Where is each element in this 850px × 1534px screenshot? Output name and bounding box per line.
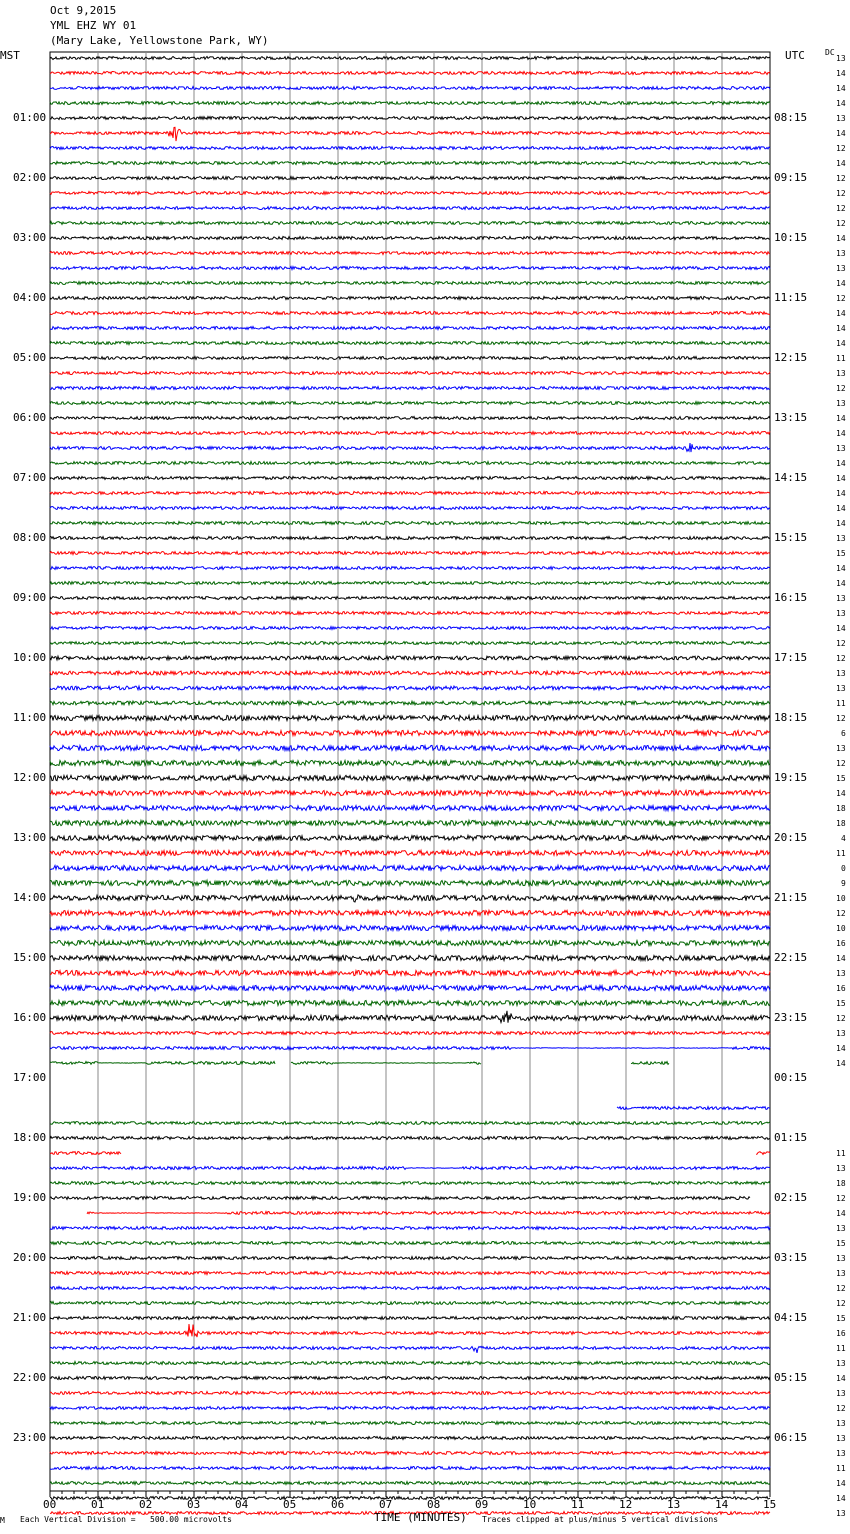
trace-row <box>50 895 770 902</box>
dc-offset-value: 13 <box>836 1419 846 1428</box>
dc-offset-value: 14 <box>836 339 846 348</box>
trace-row <box>50 147 770 150</box>
trace-row <box>50 715 770 720</box>
x-tick-label: 06 <box>331 1498 345 1511</box>
trace-row <box>50 1011 770 1023</box>
trace-row <box>50 701 770 705</box>
left-hour-label: 09:00 <box>13 591 47 604</box>
x-tick-label: 02 <box>139 1498 153 1511</box>
trace-row <box>50 1257 770 1260</box>
x-tick-label: 12 <box>619 1498 633 1511</box>
trace-row <box>50 1242 770 1245</box>
trace-row <box>50 327 770 330</box>
left-hour-label: 04:00 <box>13 291 47 304</box>
trace-row <box>50 342 770 345</box>
trace-row <box>50 177 770 180</box>
dc-offset-value: 12 <box>836 144 846 153</box>
left-hour-label: 07:00 <box>13 471 47 484</box>
left-timezone-label: MST <box>0 49 20 62</box>
trace-row <box>50 790 770 795</box>
trace-row <box>50 1062 669 1065</box>
dc-offset-value: 13 <box>836 669 846 678</box>
dc-offset-value: 13 <box>836 1269 846 1278</box>
left-hour-label: 12:00 <box>13 771 47 784</box>
dc-offset-value: 12 <box>836 1299 846 1308</box>
dc-offset-value: 14 <box>836 279 846 288</box>
trace-row <box>50 1122 770 1125</box>
dc-offset-value: 13 <box>836 1359 846 1368</box>
trace-row <box>50 805 770 810</box>
dc-offset-value: 15 <box>836 1314 846 1323</box>
dc-offset-value: 12 <box>836 204 846 213</box>
trace-row <box>50 72 770 75</box>
dc-offset-value: 12 <box>836 1194 846 1203</box>
trace-row <box>50 552 770 555</box>
left-hour-label: 15:00 <box>13 951 47 964</box>
dc-offset-value: 11 <box>836 1149 846 1158</box>
dc-offset-value: 14 <box>836 324 846 333</box>
dc-offset-value: 15 <box>836 1239 846 1248</box>
dc-offset-value: 14 <box>836 459 846 468</box>
dc-offset-value: 13 <box>836 1389 846 1398</box>
dc-offset-value: 16 <box>836 1329 846 1338</box>
dc-offset-value: 13 <box>836 369 846 378</box>
dc-offset-value: 15 <box>836 999 846 1008</box>
dc-offset-value: 11 <box>836 1344 846 1353</box>
x-axis-label: TIME (MINUTES) <box>374 1511 467 1524</box>
dc-offset-value: 12 <box>836 1404 846 1413</box>
right-hour-label: 20:15 <box>774 831 808 844</box>
left-hour-label: 03:00 <box>13 231 47 244</box>
dc-offset-value: 11 <box>836 1464 846 1473</box>
x-tick-label: 04 <box>235 1498 249 1511</box>
trace-row <box>50 1392 770 1395</box>
right-hour-label: 23:15 <box>774 1011 808 1024</box>
dc-offset-value: 13 <box>836 594 846 603</box>
x-tick-label: 01 <box>91 1498 105 1511</box>
x-tick-label: 07 <box>379 1498 393 1511</box>
trace-row <box>50 1182 770 1185</box>
trace-row <box>50 1422 770 1425</box>
dc-offset-value: 14 <box>836 414 846 423</box>
left-hour-label: 17:00 <box>13 1071 47 1084</box>
trace-row <box>50 642 770 645</box>
dc-offset-value: 14 <box>836 1374 846 1383</box>
dc-offset-value: 14 <box>836 69 846 78</box>
dc-offset-value: 14 <box>836 429 846 438</box>
trace-row <box>50 443 770 452</box>
left-hour-label: 16:00 <box>13 1011 47 1024</box>
trace-row <box>50 537 770 540</box>
trace-row <box>50 1032 770 1035</box>
right-hour-label: 03:15 <box>774 1251 808 1264</box>
scale-note: Each Vertical Division = 500.00 microvolts <box>20 1515 232 1524</box>
left-hour-label: 08:00 <box>13 531 47 544</box>
x-tick-label: 08 <box>427 1498 441 1511</box>
right-hour-label: 01:15 <box>774 1131 808 1144</box>
trace-row <box>50 127 770 141</box>
right-hour-label: 13:15 <box>774 411 808 424</box>
x-tick-label: 15 <box>763 1498 777 1511</box>
trace-row <box>50 880 770 885</box>
right-hour-label: 22:15 <box>774 951 808 964</box>
trace-row <box>50 1272 770 1275</box>
dc-offset-value: 9 <box>841 879 846 888</box>
dc-offset-value: 13 <box>836 1164 846 1173</box>
trace-row <box>50 102 770 105</box>
dc-offset-value: 13 <box>836 1029 846 1038</box>
dc-offset-value: 14 <box>836 954 846 963</box>
dc-offset-value: 13 <box>836 249 846 258</box>
trace-row <box>50 850 770 855</box>
trace-row <box>50 372 770 375</box>
dc-offset-value: 12 <box>836 714 846 723</box>
right-hour-label: 21:15 <box>774 891 808 904</box>
x-tick-label: 10 <box>523 1498 537 1511</box>
dc-offset-value: 14 <box>836 309 846 318</box>
trace-row <box>50 1452 770 1455</box>
left-hour-label: 19:00 <box>13 1191 47 1204</box>
x-tick-label: 03 <box>187 1498 201 1511</box>
trace-row <box>50 1000 770 1005</box>
x-tick-label: 14 <box>715 1498 729 1511</box>
right-hour-label: 17:15 <box>774 651 808 664</box>
dc-offset-value: 14 <box>836 489 846 498</box>
trace-row <box>50 1167 770 1170</box>
station-location: (Mary Lake, Yellowstone Park, WY) <box>50 34 269 47</box>
trace-row <box>50 492 770 495</box>
trace-row <box>50 730 770 735</box>
dc-offset-value: 12 <box>836 654 846 663</box>
trace-row <box>50 462 770 465</box>
dc-offset-value: 14 <box>836 1479 846 1488</box>
x-tick-label: 13 <box>667 1498 681 1511</box>
dc-offset-value: 14 <box>836 1494 846 1503</box>
trace-row <box>50 402 770 405</box>
trace-row <box>50 207 770 210</box>
trace-row <box>50 925 770 930</box>
dc-offset-value: 12 <box>836 1284 846 1293</box>
dc-offset-value: 13 <box>836 114 846 123</box>
dc-offset-value: 14 <box>836 1044 846 1053</box>
trace-row <box>50 627 770 630</box>
trace-row <box>617 1107 770 1110</box>
dc-offset-value: 13 <box>836 444 846 453</box>
trace-row <box>50 612 770 615</box>
trace-row <box>50 357 770 360</box>
dc-offset-value: 13 <box>836 399 846 408</box>
dc-offset-value: 14 <box>836 789 846 798</box>
trace-row <box>50 745 770 750</box>
dc-offset-value: 13 <box>836 1434 846 1443</box>
dc-offset-value: 14 <box>836 504 846 513</box>
trace-row <box>50 835 770 840</box>
dc-offset-value: 12 <box>836 219 846 228</box>
dc-offset-value: 12 <box>836 174 846 183</box>
trace-row <box>50 865 770 870</box>
left-hour-label: 06:00 <box>13 411 47 424</box>
station-name: YML EHZ WY 01 <box>50 19 137 32</box>
trace-row <box>50 267 770 270</box>
trace-row <box>50 117 770 120</box>
trace-row <box>50 312 770 315</box>
right-hour-label: 05:15 <box>774 1371 808 1384</box>
dc-offset-value: 11 <box>836 849 846 858</box>
right-hour-label: 10:15 <box>774 231 808 244</box>
dc-offset-value: 12 <box>836 909 846 918</box>
trace-row <box>50 970 770 975</box>
trace-row <box>50 192 770 195</box>
trace-row <box>50 477 770 480</box>
dc-offset-value: 13 <box>836 1254 846 1263</box>
right-hour-label: 19:15 <box>774 771 808 784</box>
right-hour-label: 08:15 <box>774 111 808 124</box>
dc-offset-value: 12 <box>836 639 846 648</box>
dc-offset-value: 6 <box>841 729 846 738</box>
trace-row <box>50 282 770 285</box>
trace-row <box>50 522 770 525</box>
trace-row <box>50 985 770 990</box>
dc-offset-value: 14 <box>836 129 846 138</box>
right-hour-label: 06:15 <box>774 1431 808 1444</box>
left-hour-label: 14:00 <box>13 891 47 904</box>
dc-offset-value: 13 <box>836 1449 846 1458</box>
trace-row <box>50 1317 770 1320</box>
trace-row <box>50 1362 770 1365</box>
trace-row <box>50 567 770 570</box>
dc-offset-value: 16 <box>836 984 846 993</box>
x-tick-label: 11 <box>571 1498 585 1511</box>
trace-row <box>50 87 770 90</box>
trace-row <box>50 222 770 225</box>
dc-offset-value: 14 <box>836 624 846 633</box>
right-hour-label: 02:15 <box>774 1191 808 1204</box>
dc-offset-value: 13 <box>836 609 846 618</box>
dc-offset-value: 13 <box>836 684 846 693</box>
dc-offset-value: 13 <box>836 264 846 273</box>
right-timezone-label: UTC <box>785 49 805 62</box>
dc-offset-value: 4 <box>841 834 846 843</box>
trace-row <box>50 252 770 255</box>
dc-offset-value: 14 <box>836 84 846 93</box>
left-hour-label: 11:00 <box>13 711 47 724</box>
left-hour-label: 18:00 <box>13 1131 47 1144</box>
trace-row <box>50 432 770 435</box>
dc-offset-value: 10 <box>836 894 846 903</box>
right-hour-label: 16:15 <box>774 591 808 604</box>
trace-row <box>50 1302 770 1305</box>
dc-offset-value: 0 <box>841 864 846 873</box>
dc-offset-value: 12 <box>836 759 846 768</box>
left-hour-label: 10:00 <box>13 651 47 664</box>
dc-offset-value: 13 <box>836 1224 846 1233</box>
trace-row <box>50 1152 770 1155</box>
left-hour-label: 22:00 <box>13 1371 47 1384</box>
trace-row <box>50 597 770 600</box>
trace-row <box>50 820 770 825</box>
dc-offset-value: 13 <box>836 744 846 753</box>
trace-row <box>50 57 770 60</box>
left-hour-label: 05:00 <box>13 351 47 364</box>
left-hour-label: 02:00 <box>13 171 47 184</box>
right-hour-label: 18:15 <box>774 711 808 724</box>
right-hour-label: 04:15 <box>774 1311 808 1324</box>
dc-offset-value: 14 <box>836 99 846 108</box>
dc-offset-value: 14 <box>836 1059 846 1068</box>
dc-offset-value: 13 <box>836 1509 846 1518</box>
dc-offset-value: 13 <box>836 534 846 543</box>
trace-row <box>50 775 770 780</box>
trace-row <box>50 1227 770 1230</box>
left-hour-label: 20:00 <box>13 1251 47 1264</box>
dc-offset-value: 14 <box>836 234 846 243</box>
left-hour-label: 23:00 <box>13 1431 47 1444</box>
left-hour-label: 21:00 <box>13 1311 47 1324</box>
trace-row <box>50 237 770 240</box>
trace-row <box>50 1497 770 1500</box>
dc-offset-value: 11 <box>836 699 846 708</box>
trace-row <box>50 1467 770 1470</box>
trace-row <box>50 1377 770 1380</box>
trace-row <box>50 417 770 420</box>
trace-row <box>50 1197 750 1200</box>
dc-offset-value: 13 <box>836 54 846 63</box>
clip-note: Traces clipped at plus/minus 5 vertical divisions <box>482 1515 719 1524</box>
trace-row <box>50 955 770 960</box>
trace-row <box>50 1137 770 1140</box>
trace-row <box>50 1047 770 1050</box>
trace-row <box>50 910 770 915</box>
dc-offset-value: 12 <box>836 1014 846 1023</box>
trace-row <box>50 1287 770 1290</box>
x-tick-label: 05 <box>283 1498 297 1511</box>
trace-row <box>87 1212 770 1215</box>
dc-label: DC <box>825 48 835 57</box>
dc-offset-value: 14 <box>836 1209 846 1218</box>
dc-offset-value: 13 <box>836 969 846 978</box>
trace-row <box>50 1324 770 1337</box>
right-hour-label: 12:15 <box>774 351 808 364</box>
dc-offset-value: 14 <box>836 519 846 528</box>
trace-row <box>50 671 770 675</box>
left-hour-label: 13:00 <box>13 831 47 844</box>
trace-row <box>50 1346 770 1353</box>
dc-offset-value: 14 <box>836 474 846 483</box>
dc-offset-value: 18 <box>836 1179 846 1188</box>
left-hour-label: 01:00 <box>13 111 47 124</box>
trace-row <box>50 297 770 300</box>
dc-offset-value: 16 <box>836 939 846 948</box>
dc-offset-value: 10 <box>836 924 846 933</box>
trace-row <box>50 387 770 390</box>
trace-row <box>50 1437 770 1440</box>
right-hour-label: 15:15 <box>774 531 808 544</box>
dc-offset-value: 18 <box>836 819 846 828</box>
trace-row <box>50 582 770 585</box>
trace-row <box>50 760 770 765</box>
dc-offset-value: 18 <box>836 804 846 813</box>
dc-offset-value: 12 <box>836 384 846 393</box>
right-hour-label: 00:15 <box>774 1071 808 1084</box>
dc-offset-value: 14 <box>836 579 846 588</box>
dc-offset-value: 12 <box>836 189 846 198</box>
trace-row <box>50 686 770 690</box>
x-tick-label: 09 <box>475 1498 489 1511</box>
dc-offset-value: 14 <box>836 564 846 573</box>
trace-row <box>50 162 770 165</box>
dc-offset-value: 12 <box>836 294 846 303</box>
dc-offset-value: 11 <box>836 354 846 363</box>
right-hour-label: 11:15 <box>774 291 808 304</box>
trace-row <box>50 1407 770 1410</box>
dc-offset-value: 15 <box>836 549 846 558</box>
trace-row <box>50 507 770 510</box>
trace-row <box>50 940 770 945</box>
plot-date: Oct 9,2015 <box>50 4 117 17</box>
right-hour-label: 09:15 <box>774 171 808 184</box>
dc-offset-value: 14 <box>836 159 846 168</box>
trace-row <box>50 1482 770 1485</box>
right-hour-label: 14:15 <box>774 471 808 484</box>
corner-mark: M <box>0 1516 5 1525</box>
x-tick-label: 00 <box>43 1498 57 1511</box>
trace-row <box>50 656 770 660</box>
dc-offset-value: 15 <box>836 774 846 783</box>
